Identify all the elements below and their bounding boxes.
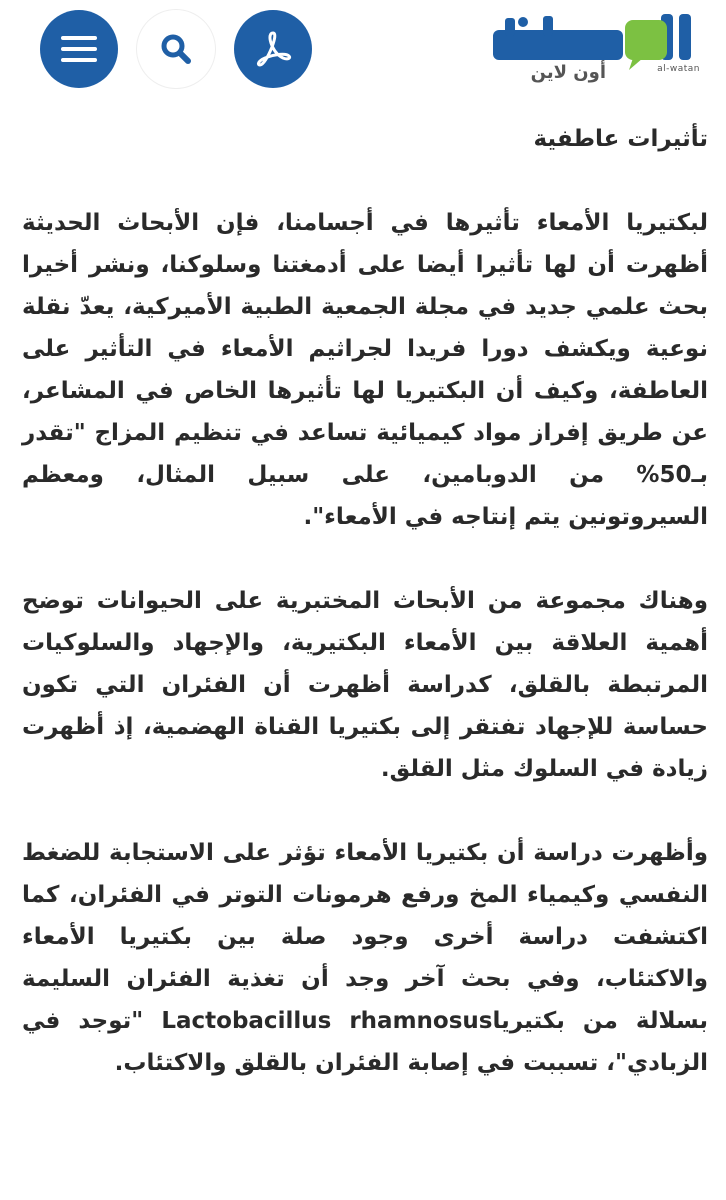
pdf-button[interactable] — [234, 10, 312, 88]
bacteria-species-name: Lactobacillus rhamnosus — [161, 1008, 493, 1034]
paragraph-3-part-a: وأظهرت دراسة أن بكتيريا الأمعاء تؤثر على الاستجابة للضغط النفسي وكيمياء المخ ورفع هرمونات التوتر في الفئران، كما اكتشفت دراسة أخرى وجود صلة بين بكتيريا الأمعاء والاكتئاب، وفي بحث آخر وجد أن تغذية الفئران السليمة بسلالة من بكتيريا — [22, 840, 708, 1034]
article-paragraph-3 — [22, 832, 708, 1084]
logo-subtitle: أون لاين — [530, 62, 606, 83]
paragraph-3-part-b: "توجد في الزبادي"، تسببت في إصابة الفئران بالقلق والاكتئاب. — [22, 1008, 708, 1076]
article-paragraph-1: لبكتيريا الأمعاء تأثيرها في أجسامنا، فإن الأبحاث الحديثة أظهرت أن لها تأثيرا أيضا على أدمغتنا وسلوكنا، ونشر أخيرا بحث علمي جديد في مجلة الجمعية الطبية الأميركية، يعدّ نقلة نوعية ويكشف دورا فريدا لجراثيم الأمعاء في التأثير على العاطفة، وكيف أن البكتيريا لها تأثيرها الخاص في المشاعر، عن طريق إفراز مواد كيميائية تساعد في تنظيم المزاج "تقدر بـ50% من الدوبامين، على سبيل المثال، ومعظم السيروتونين يتم إنتاجه في الأمعاء". — [22, 210, 708, 530]
pdf-icon — [251, 27, 295, 71]
search-button[interactable] — [137, 10, 215, 88]
hamburger-icon — [61, 29, 97, 69]
article-paragraph-2: وهناك مجموعة من الأبحاث المختبرية على الحيوانات توضح أهمية العلاقة بين الأمعاء البكتيرية، والإجهاد والسلوكيات المرتبطة بالقلق، كدراسة أظهرت أن الفئران التي تكون حساسة للإجهاد تفتقر إلى بكتيريا القناة الهضمية، إذ أظهرت زيادة في السلوك مثل القلق. — [22, 588, 708, 782]
logo-latin-text: al-watan — [657, 64, 700, 74]
menu-button[interactable] — [40, 10, 118, 88]
search-icon — [158, 31, 194, 67]
site-header — [0, 0, 726, 110]
article-body — [22, 118, 708, 1126]
section-heading: تأثيرات عاطفية — [533, 126, 708, 152]
